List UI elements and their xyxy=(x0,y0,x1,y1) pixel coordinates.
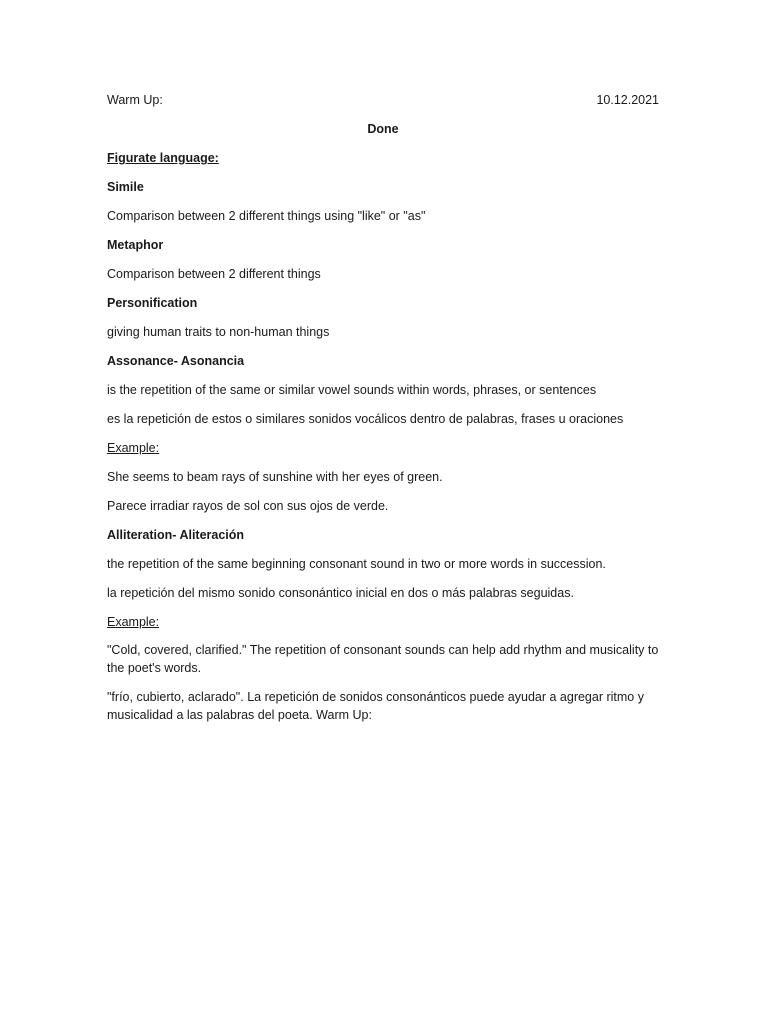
section-heading: Figurate language: xyxy=(107,151,219,165)
metaphor-definition: Comparison between 2 different things xyxy=(107,267,321,281)
warm-up-label: Warm Up: xyxy=(107,93,163,107)
page-title: Done xyxy=(367,122,399,136)
alliteration-definition-es: la repetición del mismo sonido consonántico inicial en dos o más palabras seguidas. xyxy=(107,586,574,600)
assonance-example-en: She seems to beam rays of sunshine with her eyes of green. xyxy=(107,470,443,484)
alliteration-example-es: "frío, cubierto, aclarado". La repetición de sonidos consonánticos puede ayudar a agregar ritmo y musicalidad a las palabras del poeta. Warm Up: xyxy=(107,690,644,722)
header-row xyxy=(107,92,659,110)
document-content xyxy=(107,92,659,724)
simile-definition: Comparison between 2 different things using "like" or "as" xyxy=(107,209,426,223)
simile-term: Simile xyxy=(107,180,144,194)
assonance-example-es: Parece irradiar rayos de sol con sus ojos de verde. xyxy=(107,499,389,513)
date-label: 10.12.2021 xyxy=(596,93,659,107)
alliteration-term: Alliteration- Aliteración xyxy=(107,528,245,542)
alliteration-example-label: Example: xyxy=(107,615,160,629)
personification-term: Personification xyxy=(107,296,198,310)
assonance-term: Assonance- Asonancia xyxy=(107,354,245,368)
personification-definition: giving human traits to non-human things xyxy=(107,325,330,339)
alliteration-definition-en: the repetition of the same beginning consonant sound in two or more words in succession. xyxy=(107,557,606,571)
alliteration-example-en: "Cold, covered, clarified." The repetition of consonant sounds can help add rhythm and musicality to the poet's words. xyxy=(107,643,659,675)
assonance-definition-en: is the repetition of the same or similar vowel sounds within words, phrases, or sentences xyxy=(107,383,597,397)
assonance-example-label: Example: xyxy=(107,441,160,455)
assonance-definition-es: es la repetición de estos o similares sonidos vocálicos dentro de palabras, frases u oraciones xyxy=(107,412,624,426)
metaphor-term: Metaphor xyxy=(107,238,164,252)
